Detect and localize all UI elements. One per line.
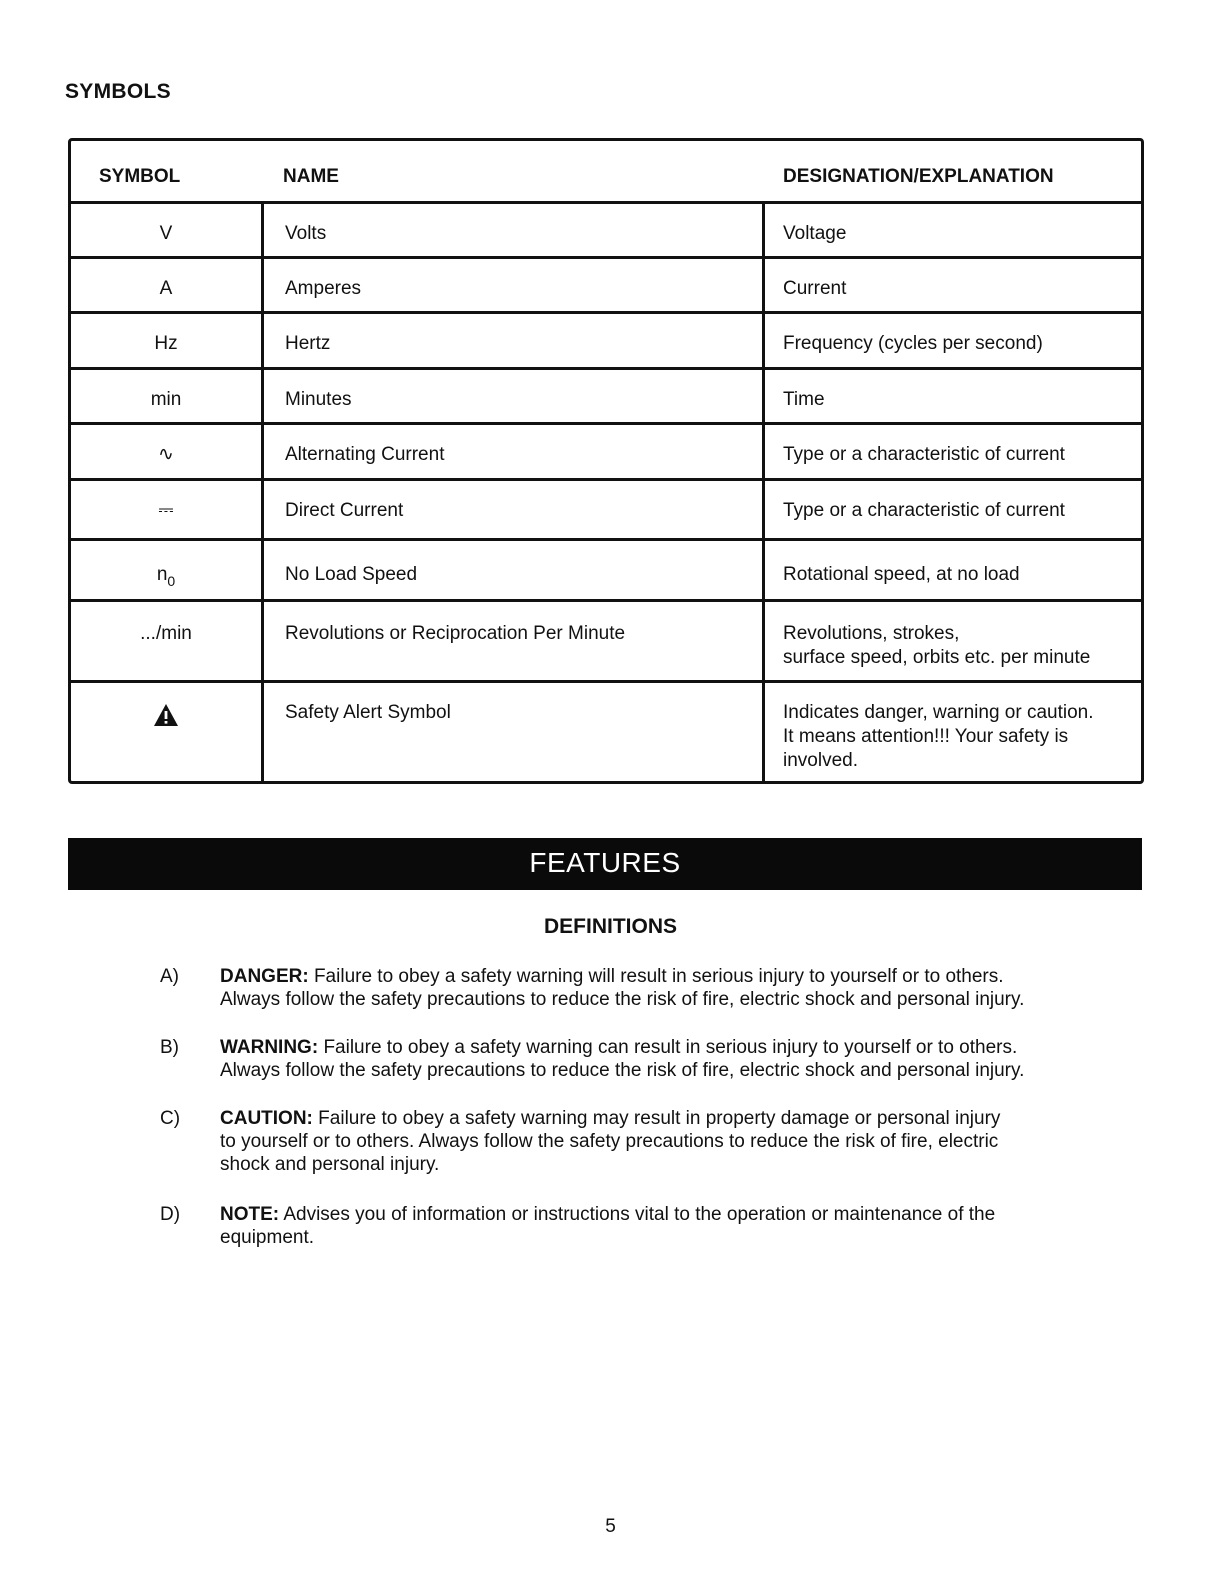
symbol-n: n xyxy=(156,564,168,585)
definition-line: Always follow the safety precautions to reduce the risk of fire, electric shock and personal injury. xyxy=(220,989,1025,1010)
explanation-line: It means attention!!! Your safety is xyxy=(783,726,1069,747)
symbol-cell: Hz xyxy=(154,333,178,354)
features-banner: FEATURES xyxy=(68,838,1142,890)
symbol-cell: V xyxy=(159,223,173,244)
explanation-line: involved. xyxy=(783,750,858,771)
definition-body: Failure to obey a safety warning may result in property damage or personal injury xyxy=(318,1108,1001,1129)
explanation-line: surface speed, orbits etc. per minute xyxy=(783,647,1091,668)
page-number: 5 xyxy=(605,1516,616,1537)
definition-body: Failure to obey a safety warning will result in serious injury to yourself or to others. xyxy=(313,966,1004,987)
name-cell: No Load Speed xyxy=(261,541,765,599)
symbol-cell: min xyxy=(150,389,182,410)
name-cell: Direct Current xyxy=(261,481,765,538)
definition-line xyxy=(220,1036,1050,1059)
definition-line xyxy=(220,1107,1050,1130)
explanation-line: Voltage xyxy=(783,223,847,244)
definition-line: shock and personal injury. xyxy=(220,1154,440,1175)
direct-current-icon: ⎓ xyxy=(158,500,174,521)
explanation-cell xyxy=(765,370,1141,422)
definition-line xyxy=(220,965,1050,988)
explanation-cell xyxy=(765,541,1141,599)
symbol-cell: A xyxy=(159,278,173,299)
name-cell: Alternating Current xyxy=(261,425,765,478)
name-cell: Minutes xyxy=(261,370,765,422)
table-row xyxy=(71,259,1141,314)
definition-letter: C) xyxy=(160,1108,181,1129)
explanation-cell xyxy=(765,602,1141,680)
name-cell: Safety Alert Symbol xyxy=(261,683,765,781)
table-row xyxy=(71,481,1141,541)
name-cell: Revolutions or Reciprocation Per Minute xyxy=(261,602,765,680)
explanation-cell xyxy=(765,481,1141,538)
definition-letter: D) xyxy=(160,1204,181,1225)
table-row xyxy=(71,314,1141,370)
section-title: SYMBOLS xyxy=(65,80,171,103)
definition-body: Failure to obey a safety warning can result in serious injury to yourself or to others. xyxy=(323,1037,1018,1058)
definition-text xyxy=(220,965,1050,1011)
definition-line xyxy=(220,1203,1050,1226)
symbol-cell xyxy=(71,541,261,599)
explanation-cell xyxy=(765,204,1141,256)
explanation-line: Type or a characteristic of current xyxy=(783,444,1065,465)
explanation-line: Revolutions, strokes, xyxy=(783,623,960,644)
table-row xyxy=(71,683,1141,781)
explanation-cell xyxy=(765,683,1141,781)
definition-term: WARNING: xyxy=(220,1037,319,1058)
definitions-title: DEFINITIONS xyxy=(543,915,677,938)
definition-term: CAUTION: xyxy=(220,1108,313,1129)
explanation-cell xyxy=(765,259,1141,311)
explanation-line: Type or a characteristic of current xyxy=(783,500,1065,521)
definition-text xyxy=(220,1036,1050,1082)
definition-letter: B) xyxy=(160,1037,179,1058)
symbol-cell xyxy=(71,683,261,781)
explanation-line: Current xyxy=(783,278,847,299)
symbols-table xyxy=(68,138,1144,784)
definition-text xyxy=(220,1107,1050,1176)
explanation-line: Time xyxy=(783,389,825,410)
definition-term: DANGER: xyxy=(220,966,309,987)
definition-term: NOTE: xyxy=(220,1204,280,1225)
table-row xyxy=(71,204,1141,259)
definition-line: Always follow the safety precautions to reduce the risk of fire, electric shock and personal injury. xyxy=(220,1060,1025,1081)
header-name: NAME xyxy=(283,166,339,187)
definition-line: to yourself or to others. Always follow the safety precautions to reduce the risk of fire, electric xyxy=(220,1131,999,1152)
explanation-cell xyxy=(765,425,1141,478)
header-explanation: DESIGNATION/EXPLANATION xyxy=(783,166,1054,187)
table-row xyxy=(71,425,1141,481)
name-cell: Hertz xyxy=(261,314,765,367)
symbol-subscript: 0 xyxy=(167,573,176,589)
table-header-row xyxy=(71,141,1141,204)
header-symbol: SYMBOL xyxy=(99,166,181,187)
table-row xyxy=(71,602,1141,683)
alternating-current-icon: ∿ xyxy=(158,444,174,465)
name-cell: Amperes xyxy=(261,259,765,311)
symbol-cell: .../min xyxy=(140,623,192,644)
definition-line: equipment. xyxy=(220,1227,315,1248)
table-row xyxy=(71,541,1141,602)
explanation-line: Indicates danger, warning or caution. xyxy=(783,702,1094,723)
safety-alert-icon xyxy=(153,703,179,734)
name-cell: Volts xyxy=(261,204,765,256)
explanation-line: Frequency (cycles per second) xyxy=(783,333,1043,354)
definition-letter: A) xyxy=(160,966,179,987)
explanation-line: Rotational speed, at no load xyxy=(783,564,1020,585)
definition-text xyxy=(220,1203,1050,1249)
table-row xyxy=(71,370,1141,425)
explanation-cell xyxy=(765,314,1141,367)
definition-body: Advises you of information or instructions vital to the operation or maintenance of the xyxy=(283,1204,996,1225)
